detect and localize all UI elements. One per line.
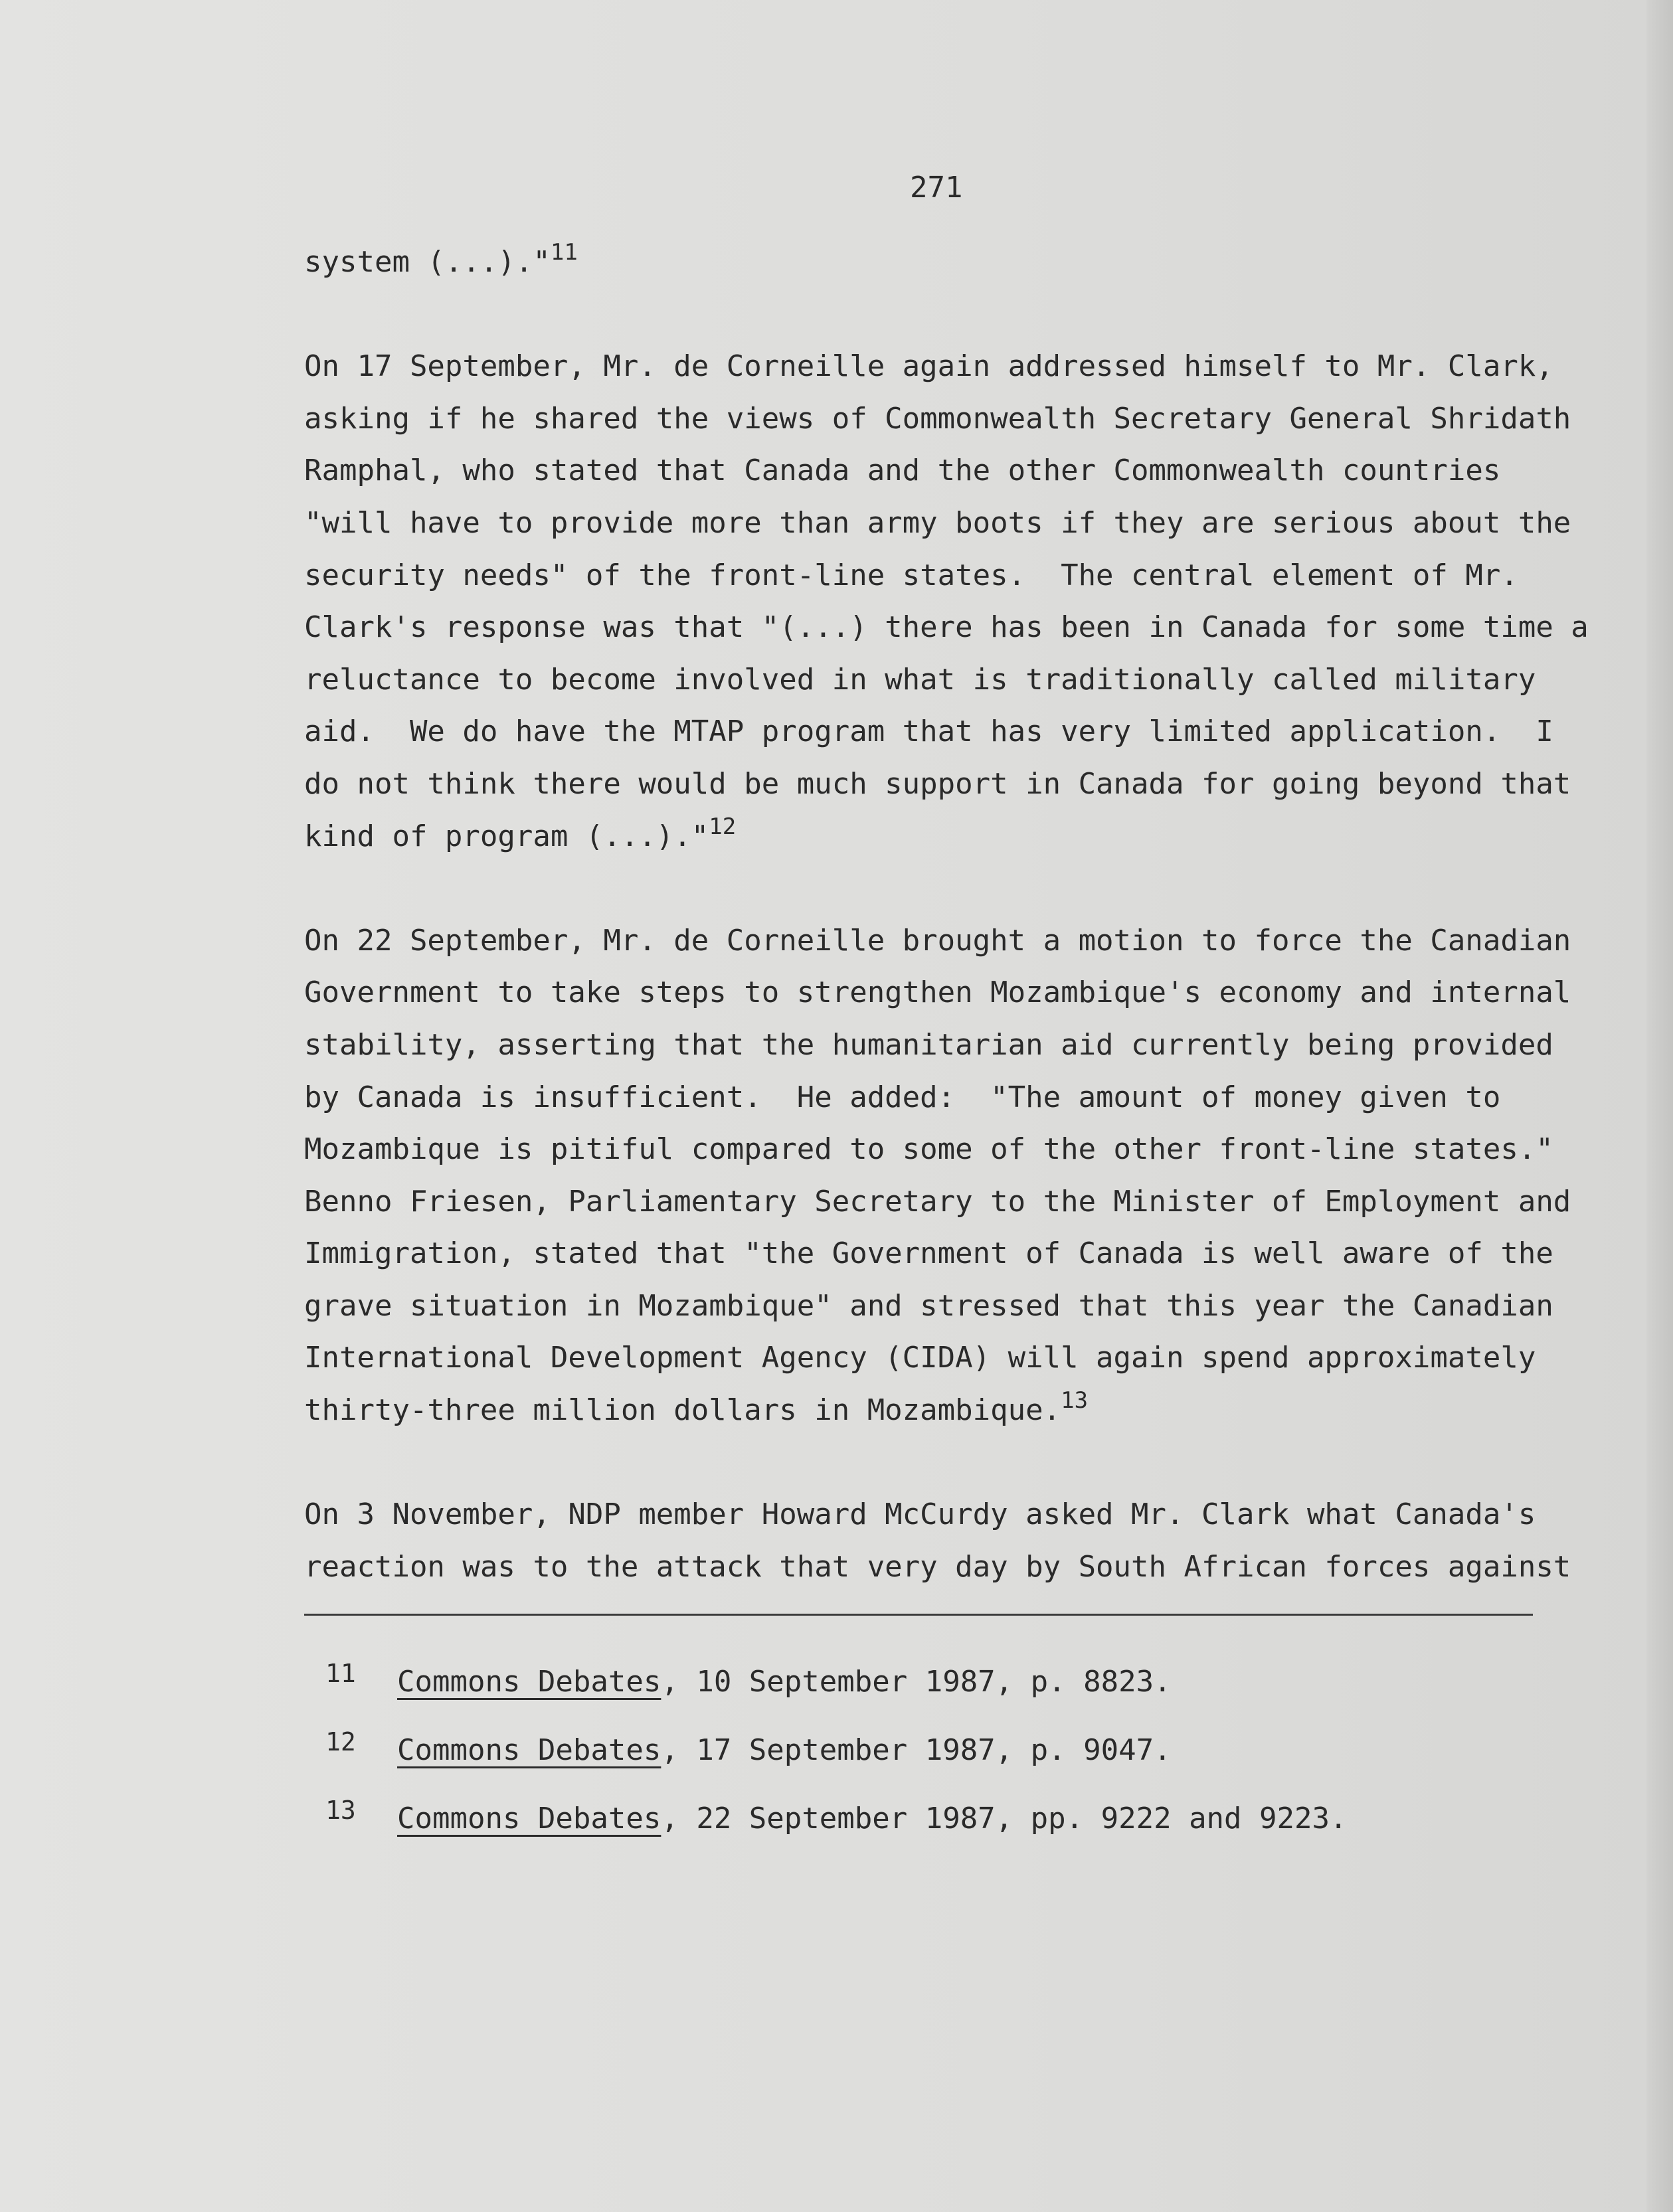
paragraph-gap — [304, 1437, 1593, 1489]
footnote-source-title: Commons Debates — [397, 1802, 661, 1835]
text-line — [304, 1124, 1593, 1176]
line-text: Mozambique is pitiful compared to some of the other front-line states." — [304, 1132, 1553, 1167]
line-text: security needs" of the front-line states. The central element of Mr. — [304, 558, 1518, 592]
line-text: thirty-three million dollars in Mozambique. — [304, 1393, 1061, 1428]
text-line — [304, 445, 1593, 497]
footnote — [325, 1790, 1347, 1859]
text-line — [304, 1541, 1593, 1594]
body-text — [304, 236, 1593, 1593]
footnote-divider — [304, 1614, 1533, 1616]
text-line — [304, 811, 1593, 863]
page-edge-shadow — [1646, 0, 1673, 2212]
line-text: system (...)." — [304, 245, 551, 279]
line-text: On 22 September, Mr. de Corneille brought a motion to force the Canadian — [304, 923, 1571, 958]
footnote — [325, 1654, 1347, 1722]
line-text: reluctance to become involved in what is traditionally called military — [304, 662, 1536, 697]
footnote-reference: 13 — [1061, 1387, 1089, 1414]
line-text: asking if he shared the views of Commonwealth Secretary General Shridath — [304, 401, 1571, 436]
footnote-source-title: Commons Debates — [397, 1733, 661, 1767]
footnote-number: 11 — [325, 1659, 356, 1688]
text-line — [304, 1489, 1593, 1541]
text-line — [304, 497, 1593, 550]
paragraph — [304, 1489, 1593, 1593]
text-line — [304, 1072, 1593, 1124]
line-text: International Development Agency (CIDA) will again spend approximately — [304, 1341, 1536, 1375]
paragraph — [304, 341, 1593, 863]
line-text: On 17 September, Mr. de Corneille again addressed himself to Mr. Clark, — [304, 349, 1553, 384]
footnote-reference: 11 — [550, 239, 578, 266]
text-line — [304, 550, 1593, 602]
text-line — [304, 341, 1593, 393]
text-line — [304, 602, 1593, 654]
paragraph-gap — [304, 863, 1593, 915]
footnote-citation: , 22 September 1987, pp. 9222 and 9223. — [661, 1802, 1348, 1835]
paragraph — [304, 236, 1593, 289]
line-text: by Canada is insufficient. He added: "The amount of money given to — [304, 1080, 1501, 1114]
page-number: 271 — [910, 171, 963, 205]
line-text: Ramphal, who stated that Canada and the other Commonwealth countries — [304, 454, 1501, 488]
footnote-number: 12 — [325, 1727, 356, 1756]
text-line — [304, 967, 1593, 1019]
line-text: stability, asserting that the humanitarian aid currently being provided — [304, 1027, 1553, 1062]
footnotes — [325, 1654, 1347, 1859]
footnote-citation: , 10 September 1987, p. 8823. — [661, 1665, 1172, 1699]
paragraph — [304, 915, 1593, 1437]
line-text: do not think there would be much support in Canada for going beyond that — [304, 766, 1571, 801]
line-text: grave situation in Mozambique" and stressed that this year the Canadian — [304, 1288, 1553, 1323]
line-text: Government to take steps to strengthen Mozambique's economy and internal — [304, 976, 1571, 1010]
text-line — [304, 706, 1593, 758]
line-text: "will have to provide more than army boots if they are serious about the — [304, 505, 1571, 540]
footnote-source-title: Commons Debates — [397, 1665, 661, 1699]
text-line — [304, 1228, 1593, 1280]
line-text: aid. We do have the MTAP program that has very limited application. I — [304, 715, 1553, 749]
line-text: On 3 November, NDP member Howard McCurdy asked Mr. Clark what Canada's — [304, 1497, 1536, 1532]
footnote-reference: 12 — [709, 813, 737, 840]
text-line — [304, 915, 1593, 968]
line-text: Immigration, stated that "the Government of Canada is well aware of the — [304, 1236, 1553, 1271]
line-text: reaction was to the attack that very day by South African forces against — [304, 1549, 1571, 1584]
text-line — [304, 1176, 1593, 1229]
text-line — [304, 236, 1593, 289]
text-line — [304, 1385, 1593, 1437]
text-line — [304, 1280, 1593, 1333]
text-line — [304, 1019, 1593, 1072]
line-text: Benno Friesen, Parliamentary Secretary to the Minister of Employment and — [304, 1184, 1571, 1219]
footnote — [325, 1722, 1347, 1790]
text-line — [304, 1332, 1593, 1385]
text-line — [304, 758, 1593, 811]
footnote-number: 13 — [325, 1796, 356, 1825]
text-line — [304, 393, 1593, 446]
text-line — [304, 654, 1593, 707]
paragraph-gap — [304, 289, 1593, 341]
footnote-citation: , 17 September 1987, p. 9047. — [661, 1733, 1172, 1767]
line-text: kind of program (...)." — [304, 819, 709, 853]
line-text: Clark's response was that "(...) there has been in Canada for some time a — [304, 610, 1589, 645]
